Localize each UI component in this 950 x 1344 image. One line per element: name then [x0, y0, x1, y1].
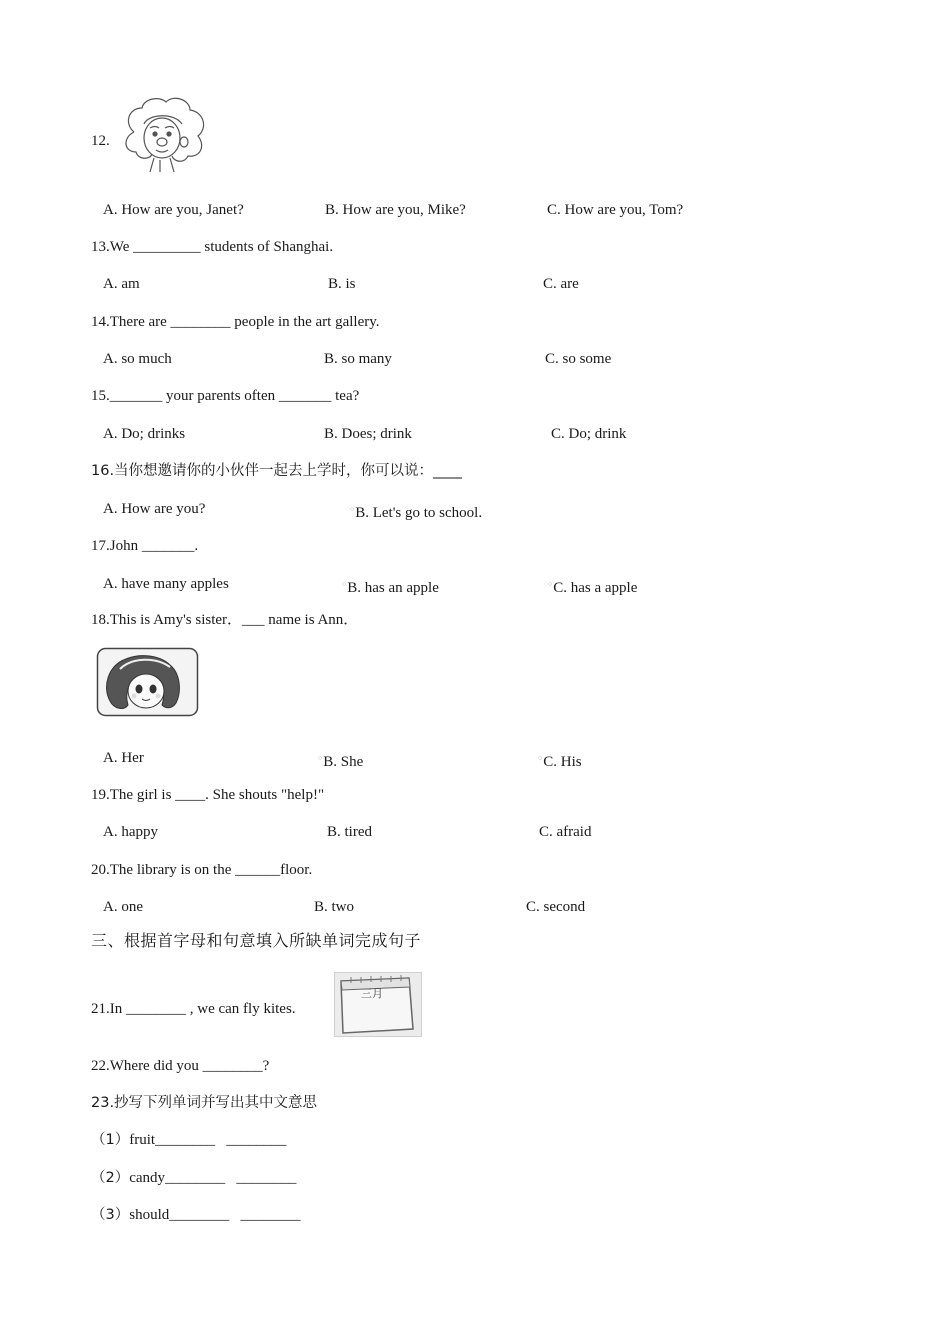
- question-14: 14.There are ________ people in the art gallery.: [91, 314, 380, 330]
- q19-option-a[interactable]: A. happy: [103, 824, 158, 840]
- q18-girl-portrait: [96, 647, 199, 717]
- question-13: 13.We _________ students of Shanghai.: [91, 239, 334, 255]
- radio-dot-icon: ○: [350, 505, 355, 513]
- q17-option-b: B. has an apple: [347, 580, 439, 596]
- question-22: 22.Where did you ________?: [91, 1058, 270, 1074]
- q15-option-c[interactable]: C. Do; drink: [551, 426, 627, 442]
- q20-option-c[interactable]: C. second: [526, 899, 586, 915]
- item-word: should: [129, 1207, 170, 1223]
- q18-option-b: B. She: [323, 754, 364, 770]
- question-12-number: 12.: [91, 133, 110, 149]
- q21-calendar-picture: [334, 972, 422, 1037]
- calendar-month-label: 三月: [361, 987, 383, 1000]
- q15-option-a[interactable]: A. Do; drinks: [103, 426, 186, 442]
- q19-option-b[interactable]: B. tired: [327, 824, 372, 840]
- q17-option-c-wrap[interactable]: [548, 575, 637, 597]
- q23-item-1: [91, 1131, 286, 1149]
- q20-option-b[interactable]: B. two: [314, 899, 355, 915]
- q15-option-b[interactable]: B. Does; drink: [324, 426, 412, 442]
- question-20: 20.The library is on the ______floor.: [91, 862, 313, 878]
- item-number: （3）: [91, 1207, 130, 1223]
- q12-girl-illustration: [114, 94, 210, 174]
- question-19: 19.The girl is ____. She shouts "help!": [91, 787, 325, 803]
- question-15: 15._______ your parents often _______ tea?: [91, 388, 360, 404]
- q13-option-b[interactable]: B. is: [328, 276, 356, 292]
- item-blanks[interactable]: ________ ________: [165, 1170, 297, 1186]
- q13-option-c[interactable]: C. are: [543, 276, 579, 292]
- question-23: 23.抄写下列单词并写出其中文意思: [91, 1095, 318, 1111]
- radio-dot-icon: ○: [318, 754, 323, 762]
- item-word: candy: [129, 1170, 166, 1186]
- q19-option-c[interactable]: C. afraid: [539, 824, 592, 840]
- q14-option-b[interactable]: B. so many: [324, 351, 392, 367]
- radio-dot-icon: ○: [342, 580, 347, 588]
- q18-option-c-wrap[interactable]: [538, 749, 582, 771]
- q12-option-b[interactable]: B. How are you, Mike?: [325, 202, 466, 218]
- item-blanks[interactable]: ________ ________: [169, 1207, 301, 1223]
- q18-option-c: C. His: [543, 754, 582, 770]
- q20-option-a[interactable]: A. one: [103, 899, 143, 915]
- q14-option-a[interactable]: A. so much: [103, 351, 172, 367]
- q14-option-c[interactable]: C. so some: [545, 351, 612, 367]
- q17-option-b-wrap[interactable]: [342, 575, 439, 597]
- q23-item-2: [91, 1169, 296, 1187]
- question-21: 21.In ________ , we can fly kites.: [91, 1001, 296, 1017]
- item-word: fruit: [129, 1132, 156, 1148]
- question-17: 17.John _______.: [91, 538, 199, 554]
- q18-option-b-wrap[interactable]: [318, 749, 363, 771]
- item-number: （1）: [91, 1132, 130, 1148]
- radio-dot-icon: ○: [548, 580, 553, 588]
- q16-option-b: B. Let's go to school.: [355, 505, 483, 521]
- q12-option-a[interactable]: A. How are you, Janet?: [103, 202, 244, 218]
- calendar-icon: [335, 973, 421, 1036]
- question-18: 18.This is Amy's sister．___ name is Ann．: [91, 612, 359, 628]
- q18-option-a[interactable]: A. Her: [103, 750, 144, 766]
- q13-option-a[interactable]: A. am: [103, 276, 140, 292]
- q16-option-a[interactable]: A. How are you?: [103, 501, 206, 517]
- q17-option-a[interactable]: A. have many apples: [103, 576, 229, 592]
- q23-item-3: [91, 1206, 301, 1224]
- item-blanks[interactable]: ________ ________: [155, 1132, 287, 1148]
- item-number: （2）: [91, 1170, 130, 1186]
- section-3-heading: 三、根据首字母和句意填入所缺单词完成句子: [91, 931, 422, 950]
- q16-option-b-wrap[interactable]: [350, 500, 482, 522]
- q17-option-c: C. has a apple: [553, 580, 638, 596]
- radio-dot-icon: ○: [538, 754, 543, 762]
- q12-option-c[interactable]: C. How are you, Tom?: [547, 202, 684, 218]
- question-16: 16.当你想邀请你的小伙伴一起去上学时，你可以说：____: [91, 463, 463, 479]
